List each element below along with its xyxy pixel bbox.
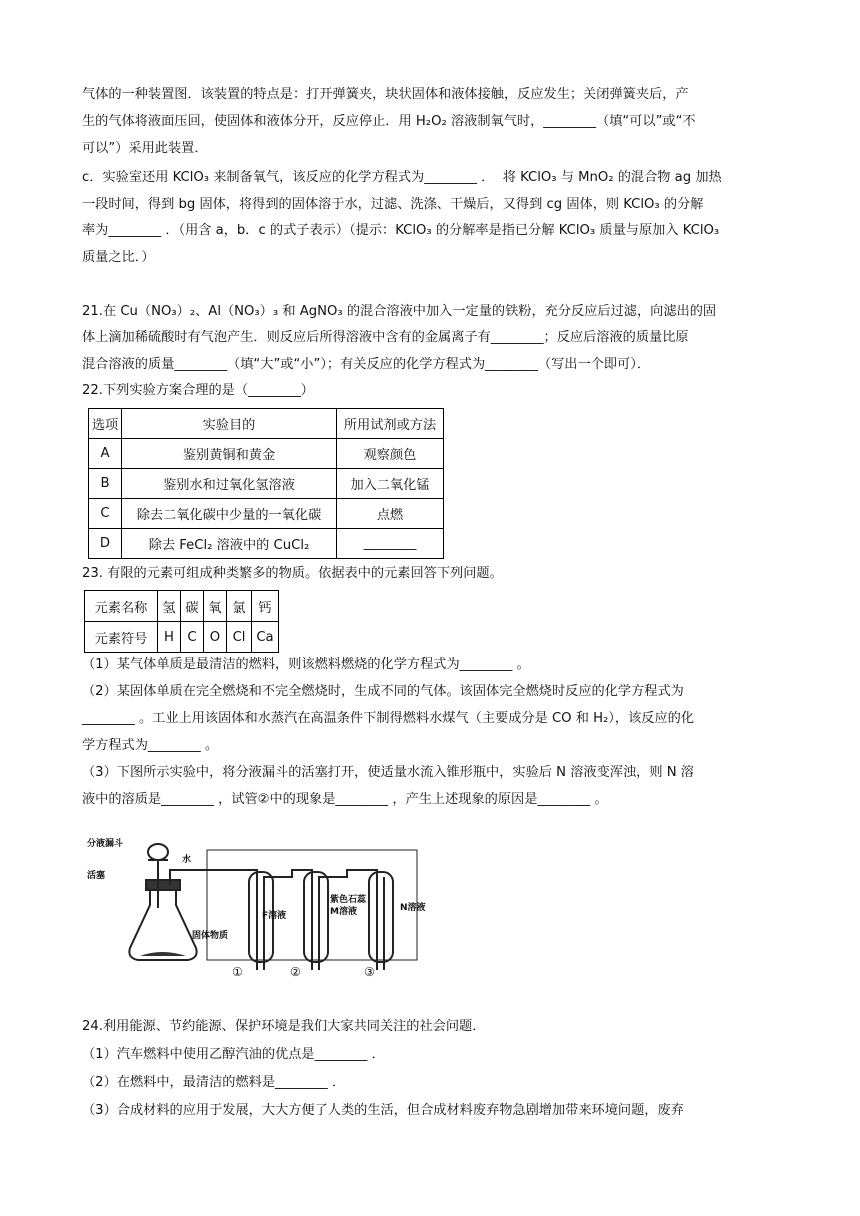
- table-cell: D: [89, 529, 122, 559]
- question-24-line: （2）在燃料中，最清洁的燃料是________ ．: [82, 1075, 346, 1090]
- element-table: [84, 590, 279, 653]
- table-cell: H: [158, 622, 181, 653]
- tube-3-label: ③: [364, 965, 375, 979]
- question-21-line: 21.在 Cu（NO₃）₂、Al（NO₃）₃ 和 AgNO₃ 的混合溶液中加入一定量的铁粉，充分反应后过滤，向滤出的固: [82, 304, 717, 319]
- label-n-solution: N溶液: [400, 903, 426, 913]
- text-line: 气体的一种装置图．该装置的特点是：打开弹簧夹，块状固体和液体接触，反应发生；关闭弹簧夹后，产: [82, 87, 689, 102]
- text-line: 生的气体将液面压回，使固体和液体分开，反应停止．用 H₂O₂ 溶液制氧气时，________（填“可以”或“不: [82, 114, 696, 129]
- table-cell: 碳: [181, 591, 204, 622]
- table-cell: B: [89, 469, 122, 499]
- text-line: 率为________ ．（用含 a，b．c 的式子表示）（提示：KClO₃ 的分解率是指已分解 KClO₃ 质量与原加入 KClO₃: [82, 223, 720, 238]
- tube-2-label: ②: [290, 965, 301, 979]
- question-23-line: 学方程式为________ 。: [82, 738, 219, 753]
- table-cell: 除去 FeCl₂ 溶液中的 CuCl₂: [122, 529, 337, 559]
- text-line: c．实验室还用 KClO₃ 来制备氧气，该反应的化学方程式为________ ． 将 KClO₃ 与 MnO₂ 的混合物 ag 加热: [82, 170, 722, 185]
- table-cell: 加入二氧化锰: [337, 469, 444, 499]
- table-cell: 钙: [252, 591, 279, 622]
- text-line: 一段时间，得到 bg 固体，将得到的固体溶于水，过滤、洗涤、干燥后，又得到 cg 固体，则 KClO₃ 的分解: [82, 197, 704, 212]
- question-24-line: 24.利用能源、节约能源、保护环境是我们大家共同关注的社会问题．: [82, 1019, 486, 1034]
- table-cell: 鉴别黄铜和黄金: [122, 439, 337, 469]
- table-header: 元素名称: [85, 591, 158, 622]
- table-cell: 氯: [227, 591, 252, 622]
- table-cell: 点燃: [337, 499, 444, 529]
- table-row: [89, 469, 444, 499]
- question-22-title: 22.下列实验方案合理的是（________）: [82, 383, 314, 398]
- question-23-line: （2）某固体单质在完全燃烧和不完全燃烧时，生成不同的气体。该固体完全燃烧时反应的化学方程式为: [82, 684, 684, 699]
- table-header-row: [89, 409, 444, 439]
- table-cell: Cl: [227, 622, 252, 653]
- table-header: 元素符号: [85, 622, 158, 653]
- question-24-line: （3）合成材料的应用于发展，大大方便了人类的生活，但合成材料废弃物急剧增加带来环境问题，废弃: [82, 1103, 684, 1118]
- tube-1-label: ①: [232, 965, 243, 979]
- question-23-intro: 23. 有限的元素可组成种类繁多的物质。依据表中的元素回答下列问题。: [82, 566, 503, 581]
- question-21-line: 体上滴加稀硫酸时有气泡产生．则反应后所得溶液中含有的金属离子有________；反应后溶液的质量比原: [82, 330, 689, 345]
- question-24-line: （1）汽车燃料中使用乙醇汽油的优点是________ ．: [82, 1047, 385, 1062]
- label-water: 水: [182, 855, 192, 865]
- table-row: [89, 439, 444, 469]
- table-cell: A: [89, 439, 122, 469]
- table-cell: 氢: [158, 591, 181, 622]
- table-cell: 鉴别水和过氧化氢溶液: [122, 469, 337, 499]
- table-cell: C: [181, 622, 204, 653]
- question-23-line: （3）下图所示实验中，将分液漏斗的活塞打开，使适量水流入锥形瓶中，实验后 N 溶液变浑浊，则 N 溶: [82, 765, 694, 780]
- table-header: 选项: [89, 409, 122, 439]
- question-23-line: （1）某气体单质是最清洁的燃料，则该燃料燃烧的化学方程式为________ 。: [82, 657, 530, 672]
- table-cell: C: [89, 499, 122, 529]
- table-row: [89, 499, 444, 529]
- experiment-table: [88, 408, 444, 559]
- label-f-solution: F溶液: [262, 911, 287, 921]
- question-21-line: 混合溶液的质量________（填“大”或“小”）；有关反应的化学方程式为________（写出一个即可）．: [82, 357, 650, 372]
- label-funnel: 分液漏斗: [87, 839, 124, 849]
- table-header: 实验目的: [122, 409, 337, 439]
- apparatus-figure: [82, 830, 442, 980]
- table-header: 所用试剂或方法: [337, 409, 444, 439]
- table-cell: 除去二氧化碳中少量的一氧化碳: [122, 499, 337, 529]
- table-cell: Ca: [252, 622, 279, 653]
- label-stopper: 活塞: [87, 871, 106, 881]
- table-row: [85, 622, 279, 653]
- label-m-solution: M溶液: [330, 907, 357, 917]
- question-23-line: 液中的溶质是________ ，试管②中的现象是________ ，产生上述现象的原因是________ 。: [82, 792, 608, 807]
- label-indicator: 紫色石蕊: [330, 895, 367, 905]
- text-line: 可以”）采用此装置．: [82, 141, 208, 156]
- table-cell: O: [204, 622, 227, 653]
- label-solid: 固体物质: [192, 931, 229, 941]
- table-cell: 观察颜色: [337, 439, 444, 469]
- question-23-line: ________ 。工业上用该固体和水蒸汽在高温条件下制得燃料水煤气（主要成分是 CO 和 H₂），该反应的化: [82, 711, 695, 726]
- text-line: 质量之比．）: [82, 250, 155, 265]
- table-row: [89, 529, 444, 559]
- table-cell: ________: [337, 529, 444, 559]
- table-row: [85, 591, 279, 622]
- table-cell: 氧: [204, 591, 227, 622]
